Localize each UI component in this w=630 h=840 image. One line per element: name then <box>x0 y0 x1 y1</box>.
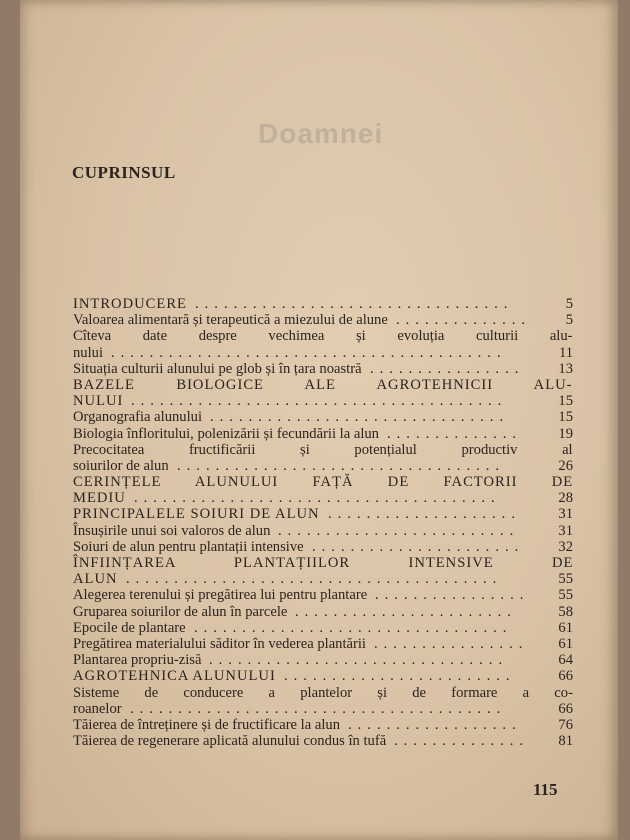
toc-entry <box>73 409 573 425</box>
toc-entry-page: 5 <box>565 312 573 329</box>
toc-entry-title: Situația culturii alunului pe glob și în țara noastră <box>73 360 362 377</box>
toc-entry-page: 55 <box>558 587 573 604</box>
toc-entry <box>73 361 573 377</box>
toc-leader-dots: ........................ <box>284 668 516 685</box>
toc-entry-page: 28 <box>558 490 573 507</box>
page-title: CUPRINSUL <box>72 163 176 182</box>
toc-entry <box>73 426 573 442</box>
toc-entry-page: 31 <box>558 522 573 539</box>
toc-entry-title: INTRODUCERE <box>73 296 187 312</box>
toc-entry <box>73 587 573 603</box>
toc-entry-title: Cîteva date despre vechimea și evoluția culturii alu- <box>73 328 573 345</box>
toc-entry-page: 11 <box>558 344 573 361</box>
toc-entry-page: 58 <box>558 603 573 620</box>
table-of-contents <box>73 296 573 749</box>
toc-entry <box>73 652 573 668</box>
toc-entry-title: MEDIU <box>73 490 126 507</box>
toc-leader-dots: ................ <box>370 360 525 377</box>
toc-entry-page: 61 <box>558 619 573 636</box>
toc-leader-dots: ................................. <box>194 619 513 636</box>
toc-entry-page: 55 <box>558 571 573 588</box>
toc-entry-title: Tăierea de întreținere și de fructificare la alun <box>73 716 340 733</box>
toc-entry <box>73 620 573 636</box>
toc-entry-page: 76 <box>558 716 573 733</box>
toc-entry <box>73 717 573 733</box>
toc-leader-dots: ....................................... <box>126 571 503 588</box>
toc-entry-title: PRINCIPALELE SOIURI DE ALUN <box>73 506 320 523</box>
toc-entry-title: Pregătirea materialului săditor în vederea plantării <box>73 635 366 652</box>
toc-leader-dots: ....................... <box>295 603 517 620</box>
toc-entry-title: Soiuri de alun pentru plantații intensive <box>73 538 304 555</box>
toc-entry-title: soiurilor de alun <box>73 457 169 474</box>
book-page <box>20 0 618 840</box>
toc-leader-dots: ....................................... <box>131 393 508 410</box>
toc-entry-page: 13 <box>558 360 573 377</box>
toc-entry-title: Sisteme de conducere a plantelor și de formare a co- <box>73 684 573 701</box>
toc-entry <box>73 668 573 684</box>
toc-entry-page: 19 <box>558 425 573 442</box>
toc-entry-title: Epocile de plantare <box>73 619 186 636</box>
toc-entry-title: Organografia alunului <box>73 409 203 426</box>
toc-entry <box>73 442 573 458</box>
toc-entry-title: ALUN <box>73 571 118 588</box>
toc-entry <box>73 523 573 539</box>
toc-leader-dots: ......................... <box>278 522 520 539</box>
toc-entry-page: 26 <box>558 457 573 474</box>
toc-entry-title: Valoarea alimentară și terapeutică a miezului de alune <box>73 312 388 329</box>
toc-leader-dots: ...................... <box>312 538 525 555</box>
toc-entry <box>73 474 573 490</box>
toc-leader-dots: ....................................... <box>130 700 507 717</box>
toc-entry <box>73 604 573 620</box>
toc-entry <box>73 458 573 474</box>
toc-entry <box>73 506 573 522</box>
toc-leader-dots: ................................. <box>195 296 514 312</box>
toc-entry <box>73 571 573 587</box>
toc-leader-dots: .................... <box>328 506 521 523</box>
toc-entry-page: 32 <box>558 538 573 555</box>
toc-leader-dots: ......................................... <box>111 344 507 361</box>
toc-entry-page: 31 <box>558 506 573 523</box>
toc-entry-title: roanelor <box>73 700 122 717</box>
toc-leader-dots: ............................... <box>210 409 510 426</box>
toc-entry <box>73 555 573 571</box>
toc-entry-title: Biologia înfloritului, polenizării și fecundării la alun <box>73 425 379 442</box>
toc-entry <box>73 733 573 749</box>
toc-leader-dots: .............. <box>394 733 530 750</box>
toc-entry-title: Precocitatea fructificării și potențialul productiv al <box>73 441 573 458</box>
toc-entry <box>73 377 573 393</box>
toc-entry <box>73 328 573 344</box>
toc-entry <box>73 490 573 506</box>
toc-leader-dots: .................. <box>348 716 522 733</box>
toc-entry-page: 64 <box>558 652 573 669</box>
toc-entry-title: NULUI <box>73 393 124 410</box>
toc-entry-title: AGROTEHNICA ALUNULUI <box>73 668 276 685</box>
toc-leader-dots: ...................................... <box>134 490 501 507</box>
toc-entry-title: Plantarea propriu-zisă <box>73 652 202 669</box>
toc-entry <box>73 296 573 312</box>
toc-entry <box>73 685 573 701</box>
toc-entry-title: Gruparea soiurilor de alun în parcele <box>73 603 288 620</box>
toc-entry <box>73 636 573 652</box>
toc-entry <box>73 539 573 555</box>
toc-leader-dots: ................ <box>375 587 530 604</box>
toc-leader-dots: .................................. <box>177 457 506 474</box>
toc-leader-dots: ................ <box>374 635 529 652</box>
toc-entry-title: Însușirile unui soi valoros de alun <box>73 522 271 539</box>
toc-entry-page: 15 <box>558 409 573 426</box>
toc-leader-dots: .............. <box>396 312 532 329</box>
toc-entry-page: 61 <box>558 635 573 652</box>
toc-entry-title: nului <box>73 344 103 361</box>
toc-entry-page: 15 <box>558 393 573 410</box>
toc-entry <box>73 312 573 328</box>
toc-entry-page: 81 <box>558 733 573 750</box>
toc-entry <box>73 701 573 717</box>
toc-leader-dots: .............. <box>387 425 523 442</box>
toc-entry-title: Tăierea de regenerare aplicată alunului condus în tufă <box>73 733 387 750</box>
toc-entry <box>73 345 573 361</box>
watermark-logo: Doamnei <box>258 118 384 149</box>
toc-entry-title: ÎNFIINȚAREA PLANTAȚIILOR INTENSIVE DE <box>73 555 574 571</box>
toc-entry <box>73 393 573 409</box>
toc-entry-title: BAZELE BIOLOGICE ALE AGROTEHNICII ALU- <box>73 376 573 393</box>
page-number: 115 <box>533 780 558 799</box>
toc-entry-page: 5 <box>565 296 573 312</box>
toc-entry-title: Alegerea terenului și pregătirea lui pentru plantare <box>73 587 368 604</box>
toc-leader-dots: ............................... <box>209 652 509 669</box>
toc-entry-page: 66 <box>558 668 573 685</box>
toc-entry-title: CERINȚELE ALUNULUI FAȚĂ DE FACTORII DE <box>73 474 574 491</box>
toc-entry-page: 66 <box>558 700 573 717</box>
